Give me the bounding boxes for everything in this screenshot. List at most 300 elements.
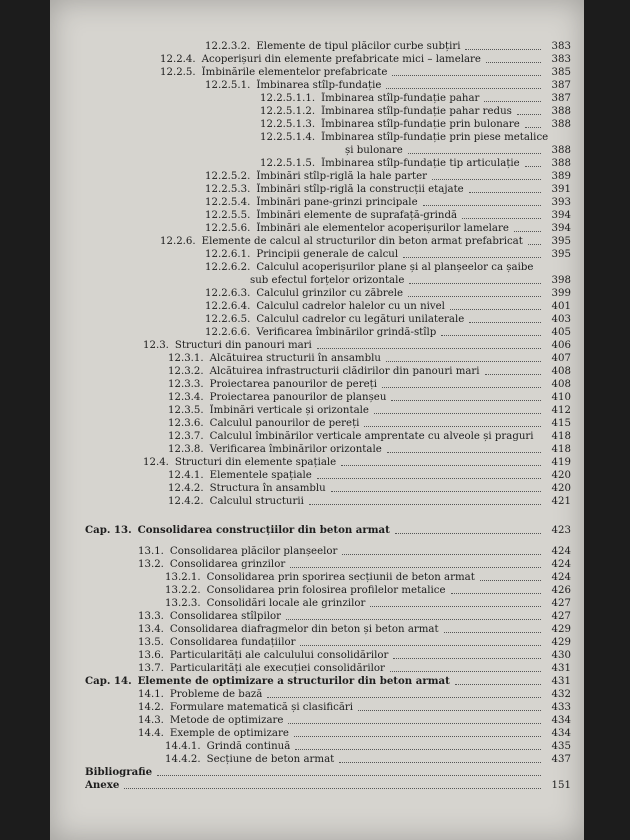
toc-entry-number: Cap. 14.	[85, 675, 132, 687]
toc-entry-page: 403	[551, 314, 571, 325]
toc-entry-number: 12.2.6.	[160, 236, 196, 247]
toc-entry-number: 12.2.5.1.	[205, 80, 251, 91]
toc-entry-page: 424	[551, 559, 571, 570]
toc-entry-page: 421	[551, 496, 571, 507]
toc-entry-page: 420	[551, 470, 571, 481]
dot-leader	[339, 762, 541, 763]
toc-entry-title: Acoperișuri din elemente prefabricate mici – lamelare	[201, 54, 481, 65]
toc-entry-label	[205, 326, 439, 339]
dot-leader	[469, 192, 541, 193]
toc-entry-page: 383	[551, 54, 571, 65]
toc-entry-number: 12.2.6.6.	[205, 327, 251, 338]
toc-entry-label	[345, 144, 406, 157]
toc-entry-title: Îmbinarea stîlp-fundație prin bulonare	[321, 119, 520, 130]
toc-entry-title: Consolidarea prin folosirea profilelor metalice	[206, 585, 446, 596]
toc-entry-label	[168, 417, 362, 430]
toc-entry-label	[260, 105, 515, 118]
toc-entry	[50, 495, 584, 508]
toc-entry-title: Probleme de bază	[169, 689, 263, 700]
toc-entry-title: Îmbinarea stîlp-fundație pahar	[321, 93, 480, 104]
toc-entry	[50, 209, 584, 222]
toc-entry-label	[168, 469, 315, 482]
toc-entry	[50, 404, 584, 417]
dot-leader	[331, 491, 541, 492]
toc-entry-label	[260, 157, 523, 170]
toc-entry-title: Exemple de optimizare	[169, 728, 289, 739]
toc-entry-title: Îmbinarea stîlp-fundație	[256, 80, 382, 91]
dot-leader	[484, 101, 541, 102]
dot-leader	[525, 127, 541, 128]
toc-entry	[50, 131, 584, 144]
toc-entry-number: 12.2.5.3.	[205, 184, 251, 195]
toc-spacer	[50, 537, 584, 545]
toc-entry-label	[205, 209, 460, 222]
dot-leader	[157, 775, 541, 776]
dot-leader	[432, 179, 541, 180]
toc-entry	[50, 339, 584, 352]
toc-entry	[50, 248, 584, 261]
toc-entry-number: 13.2.1.	[165, 572, 201, 583]
toc-entry-title: Structuri din panouri mari	[174, 340, 312, 351]
dot-leader	[364, 426, 541, 427]
dot-leader	[124, 788, 541, 789]
toc-entry-label	[143, 339, 315, 352]
toc-entry	[50, 235, 584, 248]
toc-entry-page: 388	[551, 119, 571, 130]
toc-entry-number: 12.2.5.5.	[205, 210, 251, 221]
toc-entry-label	[85, 524, 393, 537]
dot-leader	[288, 723, 541, 724]
toc-entry-number: 14.4.2.	[165, 754, 201, 765]
toc-entry-number: 12.2.5.1.2.	[260, 106, 316, 117]
toc-entry	[50, 545, 584, 558]
toc-entry-label	[205, 222, 512, 235]
toc-entry-label	[138, 727, 292, 740]
toc-entry	[50, 688, 584, 701]
dot-leader	[408, 296, 541, 297]
toc-entry-label	[165, 584, 449, 597]
dot-leader	[462, 218, 541, 219]
toc-entry	[50, 714, 584, 727]
toc-entry	[50, 118, 584, 131]
toc-entry-title: Consolidări locale ale grinzilor	[206, 598, 366, 609]
toc-entry-title: Secțiune de beton armat	[206, 754, 335, 765]
dot-leader	[370, 606, 541, 607]
dot-leader	[386, 88, 541, 89]
toc-entry-page: 387	[551, 93, 571, 104]
table-of-contents	[50, 40, 584, 792]
toc-entry-page: 151	[551, 780, 571, 791]
toc-entry-title: Îmbinarea stîlp-fundație pahar redus	[321, 106, 512, 117]
toc-entry-label	[168, 482, 329, 495]
toc-entry-page: 418	[551, 431, 571, 442]
toc-entry-page: 389	[551, 171, 571, 182]
toc-entry	[50, 144, 584, 157]
toc-entry-title: Alcătuirea structurii în ansamblu	[209, 353, 381, 364]
toc-entry-label	[138, 701, 356, 714]
book-page	[50, 0, 584, 840]
toc-entry-label	[138, 662, 388, 675]
toc-entry-title: Consolidarea diafragmelor din beton și beton armat	[169, 624, 439, 635]
toc-entry	[50, 701, 584, 714]
dot-leader	[391, 400, 541, 401]
toc-entry	[50, 443, 584, 456]
dot-leader	[382, 387, 541, 388]
toc-entry-page: 434	[551, 728, 571, 739]
toc-entry-page: 394	[551, 223, 571, 234]
toc-entry-label	[168, 365, 483, 378]
dot-leader	[469, 322, 541, 323]
toc-entry	[50, 675, 584, 688]
toc-entry-number: 12.2.5.1.4.	[260, 132, 316, 143]
toc-entry-title: Particularități ale calculului consolidărilor	[169, 650, 389, 661]
toc-entry-label	[168, 443, 385, 456]
toc-entry	[50, 170, 584, 183]
toc-entry-page: 431	[551, 663, 571, 674]
toc-entry-page: 388	[551, 106, 571, 117]
toc-entry-number: 13.6.	[138, 650, 164, 661]
dot-leader	[441, 335, 541, 336]
dot-leader	[358, 710, 541, 711]
toc-entry-number: 12.2.5.4.	[205, 197, 251, 208]
toc-entry-title: sub efectul forțelor orizontale	[250, 275, 405, 286]
dot-leader	[317, 478, 541, 479]
toc-entry-title: Particularități ale execuției consolidărilor	[169, 663, 385, 674]
toc-entry-number: 12.2.5.2.	[205, 171, 251, 182]
toc-entry-page: 426	[551, 585, 571, 596]
toc-entry-number: 14.4.	[138, 728, 164, 739]
toc-entry-page: 395	[551, 249, 571, 260]
dot-leader	[374, 413, 541, 414]
toc-entry-number: 13.7.	[138, 663, 164, 674]
toc-entry-page: 412	[551, 405, 571, 416]
dot-leader	[390, 671, 541, 672]
toc-entry-title: Consolidarea stîlpilor	[169, 611, 281, 622]
toc-entry-page: 388	[551, 158, 571, 169]
toc-entry	[50, 779, 584, 792]
toc-entry-number: 12.3.1.	[168, 353, 204, 364]
toc-entry	[50, 482, 584, 495]
toc-spacer	[50, 516, 584, 524]
dot-leader	[403, 257, 541, 258]
toc-entry-number: 12.3.2.	[168, 366, 204, 377]
toc-entry	[50, 636, 584, 649]
toc-entry-title: Elemente de calcul al structurilor din beton armat prefabricat	[201, 236, 523, 247]
toc-entry-label	[205, 196, 421, 209]
toc-spacer	[50, 508, 584, 516]
toc-entry-page: 418	[551, 444, 571, 455]
toc-entry	[50, 391, 584, 404]
toc-entry	[50, 727, 584, 740]
dot-leader	[392, 75, 541, 76]
toc-entry-label	[138, 688, 265, 701]
toc-entry	[50, 40, 584, 53]
dot-leader	[309, 504, 541, 505]
toc-entry-label	[260, 118, 523, 131]
toc-entry	[50, 157, 584, 170]
toc-entry-label	[250, 274, 407, 287]
dot-leader	[317, 348, 541, 349]
toc-entry-label	[205, 300, 448, 313]
toc-entry-page: 401	[551, 301, 571, 312]
toc-entry-page: 388	[551, 145, 571, 156]
toc-entry-label	[205, 287, 406, 300]
toc-entry-label	[143, 456, 339, 469]
toc-entry	[50, 662, 584, 675]
toc-entry	[50, 287, 584, 300]
toc-entry-label	[205, 313, 467, 326]
toc-entry-title: Elemente de optimizare a structurilor din beton armat	[137, 675, 450, 687]
toc-entry-label	[160, 235, 526, 248]
toc-entry-title: Elementele spațiale	[209, 470, 312, 481]
dot-leader	[386, 361, 541, 362]
toc-entry	[50, 623, 584, 636]
toc-entry-page: 435	[551, 741, 571, 752]
toc-entry-title: Calculul cadrelor halelor cu un nivel	[256, 301, 445, 312]
toc-entry-title: Anexe	[85, 779, 120, 791]
toc-entry-number: 13.2.3.	[165, 598, 201, 609]
toc-entry-number: 12.2.5.1.1.	[260, 93, 316, 104]
toc-entry-page: 433	[551, 702, 571, 713]
toc-entry-title: Calculul cadrelor cu legături unilaterale	[256, 314, 465, 325]
toc-entry	[50, 417, 584, 430]
toc-entry-title: Calculul îmbinărilor verticale amprentate cu alveole și praguri	[209, 431, 534, 442]
toc-entry-label	[138, 545, 340, 558]
toc-entry-page: 406	[551, 340, 571, 351]
toc-entry-page: 385	[551, 67, 571, 78]
toc-entry	[50, 92, 584, 105]
toc-entry-label	[205, 183, 467, 196]
toc-entry	[50, 66, 584, 79]
toc-entry-number: 12.2.6.1.	[205, 249, 251, 260]
toc-entry	[50, 313, 584, 326]
toc-entry-page: 424	[551, 546, 571, 557]
toc-entry-title: Îmbinările elementelor prefabricate	[201, 67, 388, 78]
toc-entry-number: 12.2.6.4.	[205, 301, 251, 312]
toc-entry-label	[160, 53, 484, 66]
toc-entry-label	[165, 740, 293, 753]
toc-entry-label	[165, 753, 337, 766]
toc-entry-number: 12.4.	[143, 457, 169, 468]
dot-leader	[485, 374, 541, 375]
toc-entry-number: 12.3.3.	[168, 379, 204, 390]
toc-entry-title: Îmbinarea stîlp-fundație prin piese metalice	[321, 132, 549, 143]
toc-entry-page: 434	[551, 715, 571, 726]
toc-entry-page: 432	[551, 689, 571, 700]
dot-leader	[480, 580, 541, 581]
toc-entry-number: 12.2.6.3.	[205, 288, 251, 299]
toc-entry-page: 394	[551, 210, 571, 221]
toc-entry-title: Îmbinări pane-grinzi principale	[256, 197, 418, 208]
toc-entry-number: Cap. 13.	[85, 524, 132, 536]
toc-entry-title: Bibliografie	[85, 766, 153, 778]
dot-leader	[525, 166, 541, 167]
dot-leader	[300, 645, 541, 646]
toc-entry-title: Consolidarea prin sporirea secțiunii de beton armat	[206, 572, 475, 583]
toc-entry-label	[168, 430, 537, 443]
toc-entry-page: 419	[551, 457, 571, 468]
toc-entry	[50, 261, 584, 274]
toc-entry-page: 429	[551, 624, 571, 635]
toc-entry-label	[205, 248, 401, 261]
toc-entry-page: 408	[551, 366, 571, 377]
toc-entry-number: 12.2.5.1.3.	[260, 119, 316, 130]
toc-entry-title: Calculul structurii	[209, 496, 304, 507]
toc-entry-label	[138, 636, 298, 649]
toc-entry	[50, 222, 584, 235]
toc-entry-number: 12.2.4.	[160, 54, 196, 65]
dot-leader	[486, 62, 541, 63]
toc-entry-title: Consolidarea grinzilor	[169, 559, 286, 570]
toc-entry-number: 13.2.	[138, 559, 164, 570]
toc-entry-title: Îmbinări stîlp-riglă la hale parter	[256, 171, 428, 182]
dot-leader	[286, 619, 541, 620]
toc-entry-number: 12.2.6.2.	[205, 262, 251, 273]
toc-entry	[50, 469, 584, 482]
toc-entry-title: Îmbinări ale elementelor acoperișurilor lamelare	[256, 223, 509, 234]
toc-entry-page: 424	[551, 572, 571, 583]
toc-entry-label	[165, 571, 478, 584]
toc-entry-label	[168, 378, 380, 391]
toc-entry-title: Alcătuirea infrastructurii clădirilor din panouri mari	[209, 366, 480, 377]
dot-leader	[517, 114, 541, 115]
toc-entry-label	[205, 170, 430, 183]
dot-leader	[342, 554, 541, 555]
toc-entry-page: 429	[551, 637, 571, 648]
dot-leader	[450, 309, 541, 310]
toc-entry	[50, 649, 584, 662]
toc-entry-page: 410	[551, 392, 571, 403]
toc-entry	[50, 352, 584, 365]
toc-entry	[50, 740, 584, 753]
toc-entry-title: Grindă continuă	[206, 741, 291, 752]
toc-entry-label	[168, 404, 372, 417]
toc-entry-title: Principii generale de calcul	[256, 249, 399, 260]
toc-entry-number: 12.3.5.	[168, 405, 204, 416]
toc-entry-number: 12.4.2.	[168, 496, 204, 507]
toc-entry-page: 399	[551, 288, 571, 299]
toc-entry-page: 405	[551, 327, 571, 338]
toc-entry-page: 408	[551, 379, 571, 390]
toc-entry-number: 12.3.4.	[168, 392, 204, 403]
toc-entry-page: 387	[551, 80, 571, 91]
toc-entry-page: 430	[551, 650, 571, 661]
toc-entry-title: și bulonare	[345, 145, 403, 156]
toc-entry	[50, 274, 584, 287]
toc-entry-number: 12.2.6.5.	[205, 314, 251, 325]
dot-leader	[514, 231, 541, 232]
toc-entry-title: Îmbinarea stîlp-fundație tip articulație	[321, 158, 520, 169]
toc-entry	[50, 456, 584, 469]
toc-entry	[50, 105, 584, 118]
toc-entry	[50, 558, 584, 571]
dot-leader	[393, 658, 541, 659]
dot-leader	[341, 465, 541, 466]
toc-entry-title: Consolidarea fundațiilor	[169, 637, 296, 648]
toc-entry-label	[205, 261, 536, 274]
toc-entry-label	[138, 610, 284, 623]
toc-entry-page: 398	[551, 275, 571, 286]
toc-entry-title: Proiectarea panourilor de pereți	[209, 379, 377, 390]
toc-entry-title: Consolidarea plăcilor planșeelor	[169, 546, 338, 557]
toc-entry-label	[160, 66, 390, 79]
toc-entry-title: Îmbinări verticale și orizontale	[209, 405, 369, 416]
toc-entry-number: 12.3.6.	[168, 418, 204, 429]
toc-entry	[50, 79, 584, 92]
toc-entry-number: 14.1.	[138, 689, 164, 700]
dot-leader	[408, 153, 541, 154]
dot-leader	[267, 697, 541, 698]
toc-entry-title: Verificarea îmbinărilor grindă-stîlp	[256, 327, 437, 338]
toc-entry-page: 437	[551, 754, 571, 765]
dot-leader	[455, 684, 541, 685]
toc-entry-label	[85, 779, 122, 792]
toc-entry-number: 14.2.	[138, 702, 164, 713]
toc-entry-number: 12.3.8.	[168, 444, 204, 455]
toc-entry-title: Calculul acoperișurilor plane și al planșeelor ca șaibe	[256, 262, 534, 273]
toc-entry-label	[205, 79, 384, 92]
toc-entry-title: Formulare matematică și clasificări	[169, 702, 354, 713]
toc-entry-title: Calculul grinzilor cu zăbrele	[256, 288, 404, 299]
toc-entry	[50, 610, 584, 623]
toc-entry-label	[168, 495, 307, 508]
toc-entry-label	[260, 131, 551, 144]
toc-entry-label	[205, 40, 463, 53]
toc-entry-label	[138, 558, 288, 571]
dot-leader	[528, 244, 541, 245]
toc-entry-page: 383	[551, 41, 571, 52]
toc-entry-page: 427	[551, 598, 571, 609]
toc-entry	[50, 378, 584, 391]
toc-entry-label	[85, 766, 155, 779]
toc-entry-page: 391	[551, 184, 571, 195]
toc-entry-title: Verificarea îmbinărilor orizontale	[209, 444, 382, 455]
toc-entry-page: 427	[551, 611, 571, 622]
toc-entry-title: Structuri din elemente spațiale	[174, 457, 337, 468]
dot-leader	[465, 49, 541, 50]
toc-entry-title: Metode de optimizare	[169, 715, 284, 726]
toc-entry-label	[168, 391, 389, 404]
toc-entry	[50, 597, 584, 610]
dot-leader	[290, 567, 541, 568]
toc-entry-title: Îmbinări stîlp-riglă la construcții etajate	[256, 184, 464, 195]
toc-entry-page: 420	[551, 483, 571, 494]
dot-leader	[409, 283, 541, 284]
toc-entry-label	[138, 623, 442, 636]
toc-entry-number: 13.5.	[138, 637, 164, 648]
toc-entry-page: 431	[551, 676, 571, 687]
toc-entry-number: 12.4.1.	[168, 470, 204, 481]
dot-leader	[294, 736, 541, 737]
toc-entry	[50, 326, 584, 339]
toc-entry-label	[138, 714, 286, 727]
toc-entry-number: 14.4.1.	[165, 741, 201, 752]
toc-entry-number: 12.2.5.6.	[205, 223, 251, 234]
toc-entry-number: 13.4.	[138, 624, 164, 635]
toc-entry	[50, 524, 584, 537]
toc-entry-title: Elemente de tipul plăcilor curbe subțiri	[256, 41, 461, 52]
toc-entry-title: Îmbinări elemente de suprafață-grindă	[256, 210, 458, 221]
dot-leader	[395, 533, 541, 534]
toc-entry	[50, 753, 584, 766]
dot-leader	[387, 452, 541, 453]
toc-entry-number: 12.2.5.1.5.	[260, 158, 316, 169]
toc-entry	[50, 430, 584, 443]
toc-entry-number: 12.2.5.	[160, 67, 196, 78]
dot-leader	[451, 593, 542, 594]
toc-entry-title: Structura în ansamblu	[209, 483, 326, 494]
toc-entry-title: Proiectarea panourilor de planșeu	[209, 392, 387, 403]
